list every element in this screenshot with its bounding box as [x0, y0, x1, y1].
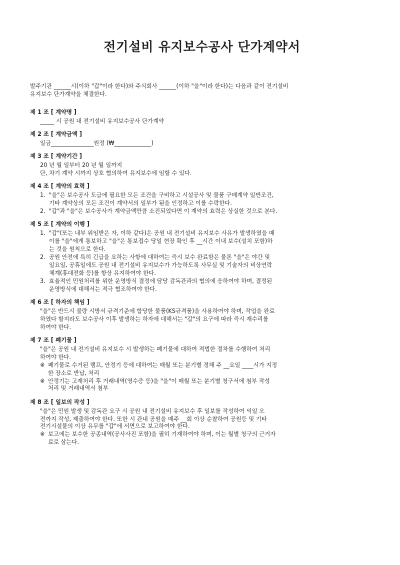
item-line: 체계(휴대전화 등)를 항상 유지하여야 한다. [49, 270, 156, 277]
note-line: 폐기물로 수거된 램프, 안정기 등에 대하여는 매월 또는 분기별 정해 주 __요일 ____시가 지정 [48, 362, 278, 369]
article-text: 하여야 한다. [40, 324, 72, 331]
item-line: 운영방식에 대해서는 적극 협조하여야 한다. [49, 286, 157, 293]
list-item [30, 231, 374, 255]
note-mark: ※ [40, 432, 45, 439]
article-text: 20 년 월 일부터 20 년 월 일까지 [40, 163, 123, 170]
note-line: 처리 및 거래내역서 첨부 [48, 386, 109, 393]
note-item [30, 379, 374, 395]
article-1 [30, 110, 374, 127]
note-mark: ※ [40, 362, 45, 369]
article-3 [30, 154, 374, 179]
article-text: 전기시설물의 이상 유무를 "갑"에 서면으로 보고하여야 한다. [40, 424, 190, 431]
article-5 [30, 222, 374, 294]
item-line: 일요일, 공휴일에도 공원 내 전기설비 유지보수가 가능하도록 사무실 및 기술자의 비상연락 [49, 263, 273, 269]
article-text: 하였다 할지라도 보수공사 이후 발생하는 하자에 대해서는 "갑"의 요구에 따라 즉시 재수리를 [40, 316, 269, 323]
item-line: 효율적인 민원처리를 위한 운영방식 결정에 담당 감독관과의 협의에 응하여야 하며, 결정된 [49, 278, 273, 285]
list-item [30, 279, 374, 295]
list-item [30, 193, 374, 209]
article-heading: 제 8 조 [ 일보의 작성 ] [30, 399, 90, 406]
article-heading: 제 5 조 [ 계약의 이행 ] [30, 222, 90, 229]
contract-title: 전기설비 유지보수공사 단가계약서 [103, 39, 301, 54]
article-4 [30, 184, 374, 217]
article-heading: 제 7 조 [ 폐기물 ] [30, 337, 77, 344]
article-heading: 제 4 조 [ 계약의 효력 ] [30, 184, 90, 191]
article-8 [30, 400, 374, 449]
article-text: 단, 차기 계약 시까지 상호 협의하여 유지보수에 임할 수 있다. [40, 171, 192, 178]
article-text: "을"은 반드시 불량 시방서 규격기준에 합당한 물품(KS규격품)을 사용하여야 하며, 작업을 완료 [40, 308, 275, 315]
intro-line: 유지보수 단가계약을 체결한다. [30, 91, 107, 98]
item-line: 이를 "을"에게 통보하고 "을"은 통보접수 당일 현장 확인 후 __시간 이내 보수(설치 포함)하 [49, 239, 273, 246]
article-text: 전까지 작성, 제출하여야 한다. 또한 시 관내 공원을 매주 __회 이상 순찰하여 공원등 및 기타 [40, 416, 267, 423]
item-line: "을"은 보수공사 도급에 필요한 모든 조건을 구비하고 시설공사 및 물품 구매계약 일반조건, [49, 193, 274, 200]
note-line: 한 장소로 반납, 처리 [48, 370, 100, 377]
item-number: 1. [40, 231, 46, 238]
note-item [30, 363, 374, 379]
article-heading: 제 2 조 [ 계약금액 ] [30, 132, 83, 138]
intro-paragraph [30, 84, 374, 100]
note-line: 보고에는 보수한 공종내역(공사사진 포함)을 필히 기재하여야 하며, 이는 월별 청구의 근거자 [48, 432, 276, 439]
article-heading: 제 1 조 [ 계약명 ] [30, 109, 77, 116]
note-line: 료로 삼는다. [48, 440, 80, 447]
article-text: _____ 시 공원 내 전기설비 유지보수공사 단가계약 [40, 118, 164, 125]
item-line: "갑"과 "을"은 보수공사가 계약금액만큼 소진되었다면 이 계약의 효력은 상실한 것으로 본다. [49, 209, 278, 216]
intro-line: 발주기관 ______시(이하 "갑"이라 한다)와 주식회사 ______(이하 "을"이라 한다)는 다음과 같이 전기설비 [30, 84, 289, 90]
list-item [30, 209, 374, 217]
item-line: 기타 계약상의 모든 조건이 계약서의 일부가 됨을 인정하고 이를 수락한다. [49, 201, 232, 208]
article-2 [30, 132, 374, 149]
article-heading: 제 6 조 [ 하자의 책임 ] [30, 299, 90, 306]
article-6 [30, 300, 374, 333]
item-line: 공원 안전에 특히 긴급을 요하는 사항에 대하여는 즉시 보수 완료함은 물론 "을"은 야간 및 [49, 255, 271, 262]
item-number: 2. [40, 255, 46, 262]
note-mark: ※ [40, 378, 45, 385]
note-line: 안정기는 고재처리 후 거래내역(영수증 등)을 "을"이 매월 또는 분기별 청구서에 첨부 작성 [48, 378, 270, 385]
item-line: 는 것을 원칙으로 한다. [49, 247, 106, 254]
article-text: "을"은 민원 발생 및 감독관 요구 시 공원 내 전기설비 유지보수 후 일보를 작성하여 익일 오 [40, 408, 265, 415]
article-text: 하여야 한다. [40, 354, 72, 361]
item-number: 1. [40, 193, 46, 200]
list-item [30, 255, 374, 279]
article-text: "을"은 공원 내 전기설비 유지보수 시 발생하는 폐기물에 대하여 적법한 절차를 수행하여 처리 [40, 346, 271, 353]
note-item [30, 432, 374, 448]
article-text: 일금_______________원정 (₩_____________) [40, 141, 154, 148]
item-number: 2. [40, 209, 46, 216]
item-line: "갑"(또는 내부 위임받은 자, 이하 같다)은 공원 내 전기설비 유지보수 사유가 발생하였을 때 [49, 231, 275, 238]
item-number: 3. [40, 278, 46, 285]
article-7 [30, 338, 374, 395]
article-heading: 제 3 조 [ 계약기간 ] [30, 154, 83, 161]
